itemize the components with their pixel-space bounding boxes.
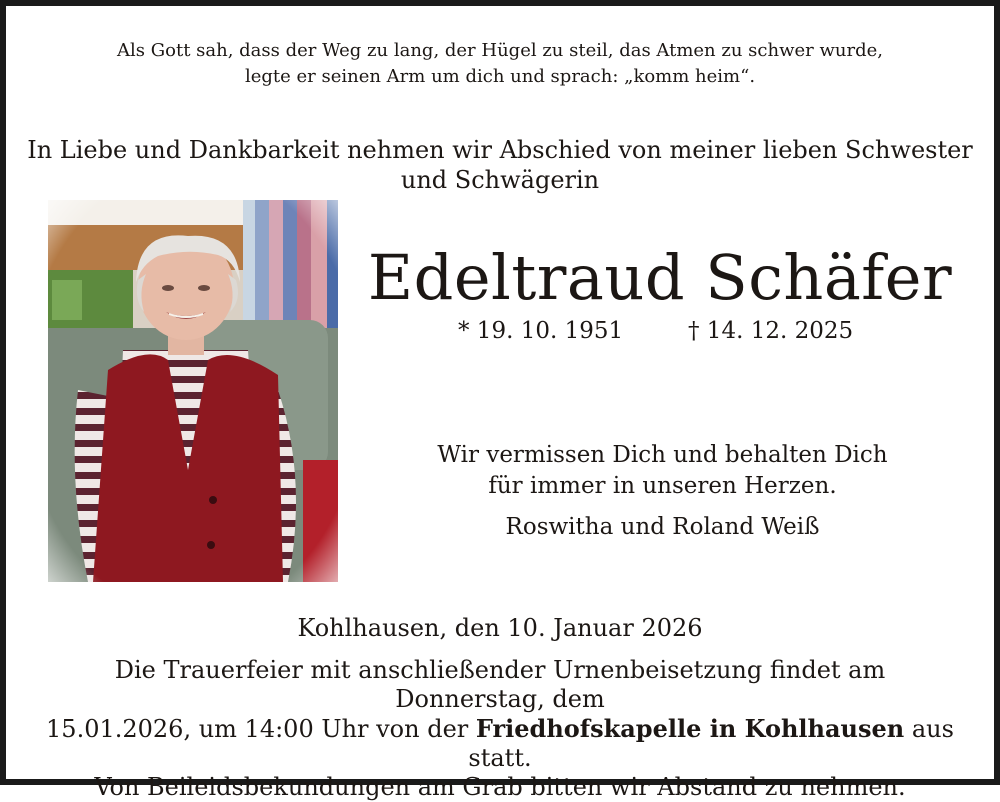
deceased-name: Edeltraud Schäfer <box>367 241 953 314</box>
motto-line-2: legte er seinen Arm um dich und sprach: „komm heim“. <box>244 66 756 87</box>
mourners-signature: Roswitha und Roland Weiß <box>505 514 820 540</box>
details-line-2 <box>40 714 960 773</box>
place-and-date: Kohlhausen, den 10. Januar 2026 <box>297 614 703 642</box>
remembrance-message <box>380 440 945 502</box>
message-line-2: für immer in unseren Herzen. <box>488 473 837 499</box>
intro-text <box>0 135 1000 195</box>
intro-line-2: und Schwägerin <box>400 166 600 194</box>
funeral-details <box>40 656 960 802</box>
chapel-location: Friedhofskapelle in Kohlhausen <box>475 714 905 743</box>
details-date-time: 15.01.2026, um 14:00 Uhr von der <box>46 715 469 743</box>
message-line-1: Wir vermissen Dich und behalten Dich <box>437 442 888 468</box>
details-line-3: Von Beileidsbekundungen am Grab bitten wir Abstand zu nehmen. <box>94 773 906 801</box>
intro-line-1: In Liebe und Dankbarkeit nehmen wir Abschied von meiner lieben Schwester <box>27 136 973 164</box>
motto-verse <box>0 38 1000 90</box>
details-line-1: Die Trauerfeier mit anschließender Urnenbeisetzung findet am Donnerstag, dem <box>114 656 886 713</box>
details-end: aus statt. <box>468 715 954 772</box>
motto-line-1: Als Gott sah, dass der Weg zu lang, der Hügel zu steil, das Atmen zu schwer wurde, <box>117 40 883 61</box>
death-date: † 14. 12. 2025 <box>688 318 854 344</box>
birth-date: * 19. 10. 1951 <box>458 318 624 344</box>
portrait-photo <box>48 200 338 582</box>
